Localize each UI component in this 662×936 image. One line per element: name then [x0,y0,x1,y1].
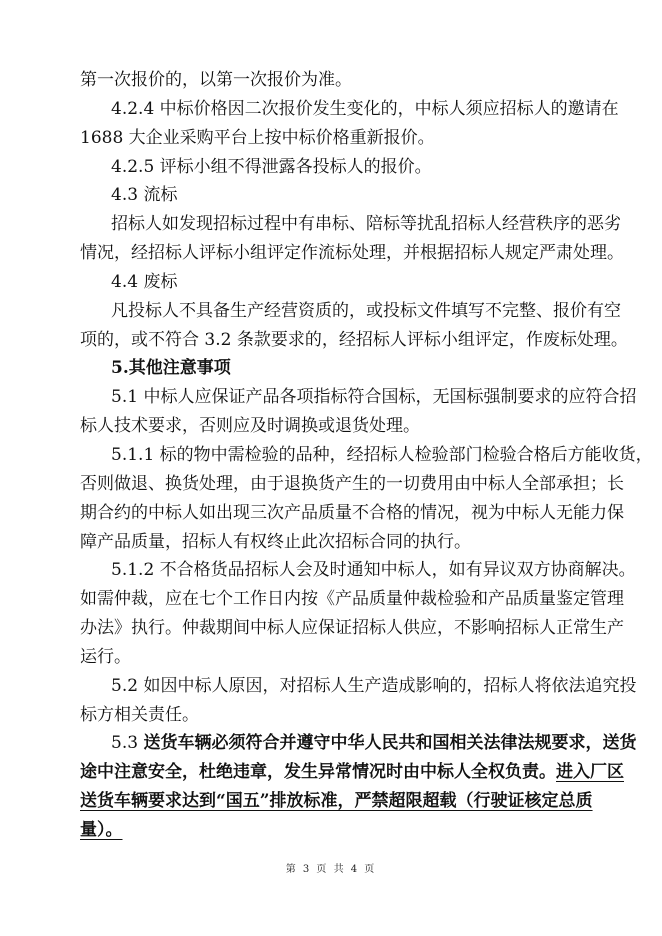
bold-text: 途中注意安全，杜绝违章，发生异常情况时由中标人全权负责。 [80,762,556,783]
text-line: 否则做退、换货处理，由于退换货产生的一切费用由中标人全部承担；长 [80,473,624,494]
underlined-text: 量）。 [80,819,123,840]
text-line: 标方相关责任。 [80,704,199,725]
underlined-text: 送货车辆要求达到“国五”排放标准，严禁超限超载（行驶证核定总质 [80,791,593,812]
text-line [80,729,637,758]
text-line: 凡投标人不具备生产经营资质的，或投标文件填写不完整、报价有空 [111,300,621,321]
text-line: 5.2 如因中标人原因，对招标人生产造成影响的，招标人将依法追究投 [111,675,637,696]
text-line: 标人技术要求，否则应及时调换或退货处理。 [80,416,420,437]
page-footer: 第 3 页 共 4 页 [285,864,377,875]
text-line: 4.2.4 中标价格因二次报价发生变化的，中标人须应招标人的邀请在 [111,98,619,119]
text-line: 项的，或不符合 3.2 条款要求的，经招标人评标小组评定，作废标处理。 [80,329,628,350]
text-line: 5.1.1 标的物中需检验的品种，经招标人检验部门检验合格后方能收货， [111,444,653,465]
text-line: 办法》执行。仲裁期间中标人应保证招标人供应，不影响招标人正常生产 [80,618,624,639]
section-heading: 5.其他注意事项 [111,358,231,379]
text-line [80,758,624,787]
section-heading: 4.4 废标 [111,271,178,292]
text-line: 障产品质量，招标人有权终止此次招标合同的执行。 [80,531,471,552]
text-line: 4.2.5 评标小组不得泄露各投标人的报价。 [111,156,432,177]
text-line: 1688 大企业采购平台上按中标价格重新报价。 [80,127,435,148]
text-line: 如需仲裁，应在七个工作日内按《产品质量仲裁检验和产品质量鉴定管理 [80,589,624,610]
text-line: 运行。 [80,646,131,667]
text-line: 期合约的中标人如出现三次产品质量不合格的情况，视为中标人无能力保 [80,502,624,523]
text-line: 5.1.2 不合格货品招标人会及时通知中标人，如有异议双方协商解决。 [111,560,636,581]
bold-text: 送货车辆必须符合并遵守中华人民共和国相关法律法规要求，送货 [143,733,637,754]
text-line: 招标人如发现招标过程中有串标、陪标等扰乱招标人经营秩序的恶劣 [111,214,621,235]
section-heading: 4.3 流标 [111,185,178,206]
text-line: 5.1 中标人应保证产品各项指标符合国标，无国标强制要求的应符合招 [111,387,637,408]
underlined-text: 进入厂区 [556,762,624,783]
text-line [80,787,593,816]
text-line: 第一次报价的，以第一次报价为准。 [80,70,352,90]
text-line: 情况，经招标人评标小组评定作流标处理，并根据招标人规定严肃处理。 [80,243,624,264]
document-body [80,66,653,845]
text-line [80,816,583,845]
clause-number: 5.3 [111,733,144,754]
